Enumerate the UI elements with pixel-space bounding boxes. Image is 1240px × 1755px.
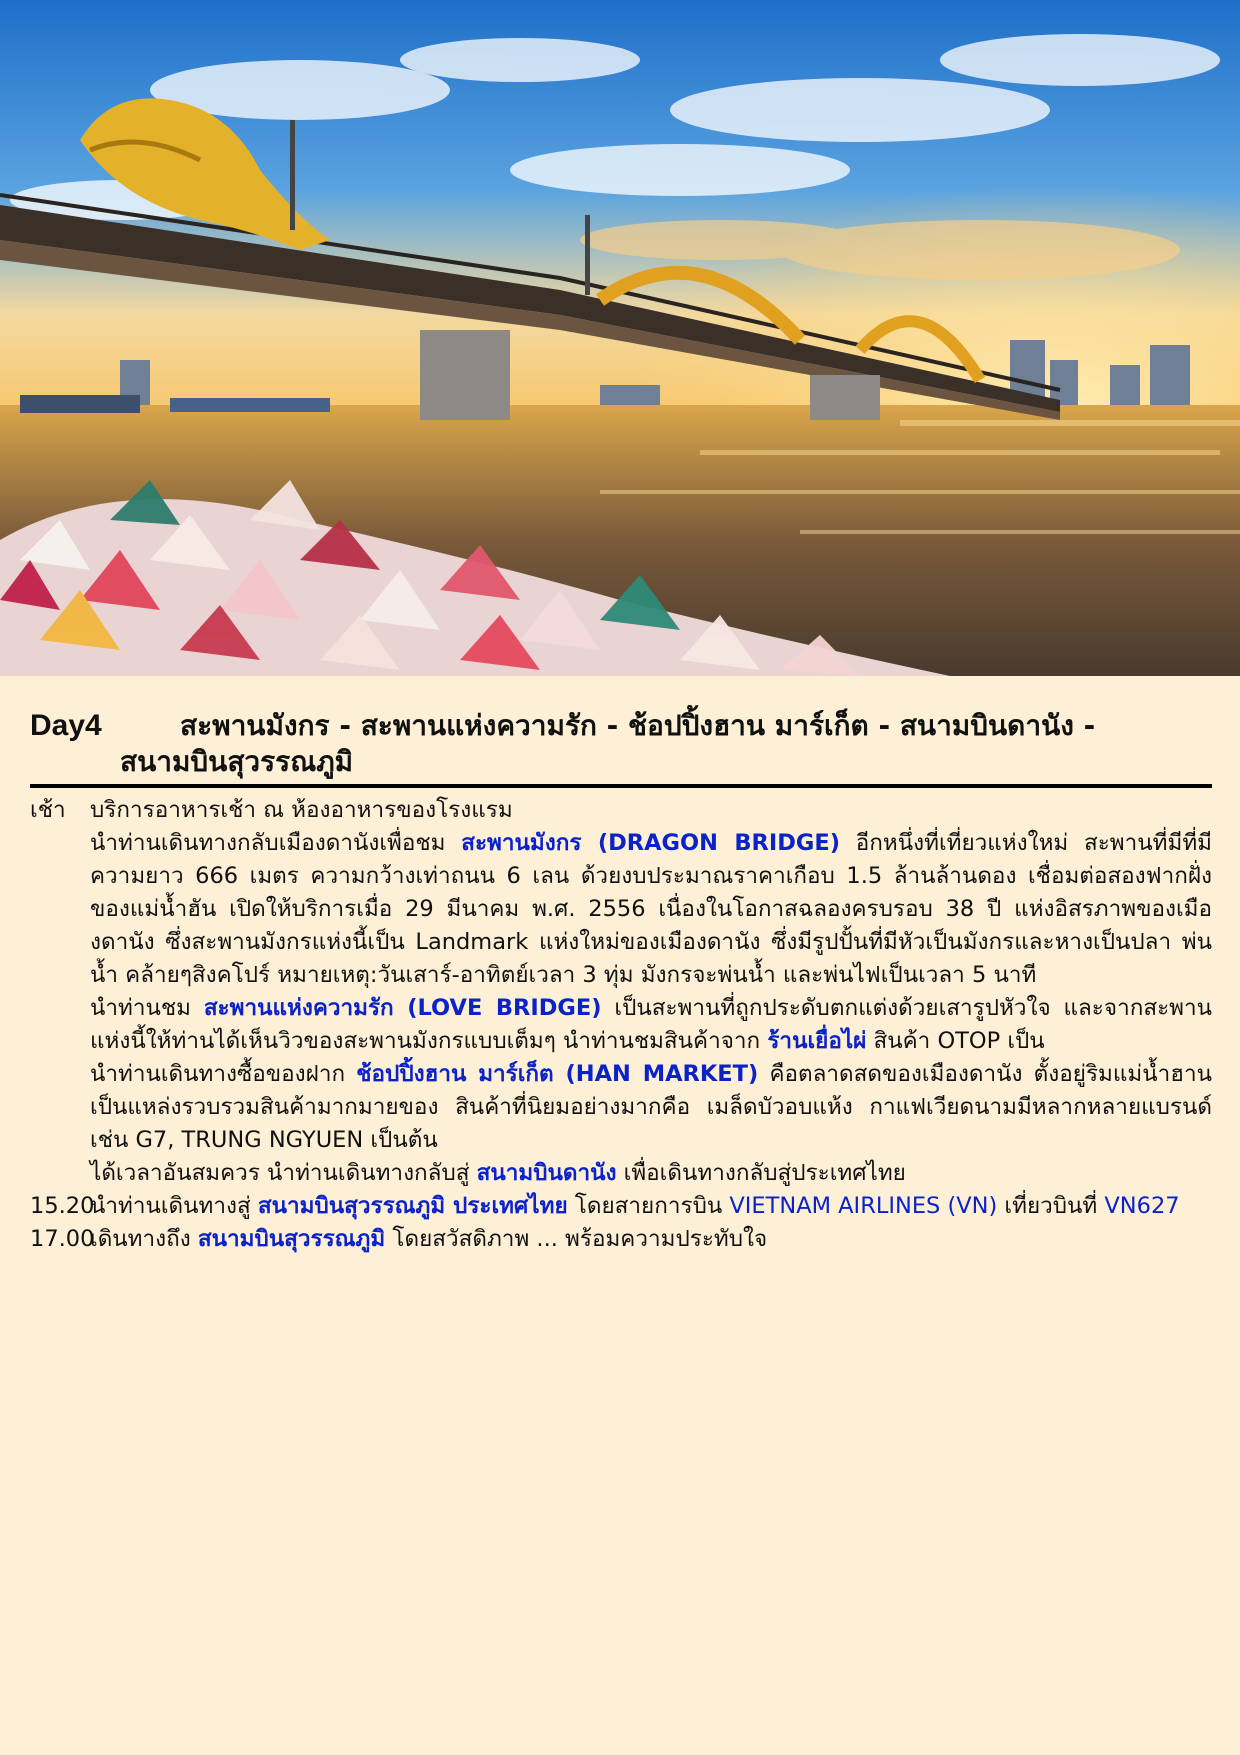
time-flight: 15.20 bbox=[30, 1193, 95, 1219]
day-title-line1: สะพานมังกร - สะพานแห่งความรัก - ช้อปปิ้งฮาน มาร์เก็ต - สนามบินดานัง - bbox=[180, 709, 1096, 742]
text: เที่ยวบินที่ bbox=[997, 1193, 1105, 1219]
day-title-line2: สนามบินสุวรรณภูมิ bbox=[120, 745, 354, 778]
suvarnabhumi-highlight: สนามบินสุวรรณภูมิ ประเทศไทย bbox=[257, 1193, 568, 1219]
love-bridge-paragraph bbox=[90, 992, 1212, 1058]
text: นำท่านเดินทางกลับเมืองดานังเพื่อชม bbox=[90, 830, 462, 856]
text: เพื่อเดินทางกลับสู่ประเทศไทย bbox=[616, 1160, 906, 1186]
text: คือตลาดสดของเมืองดานัง ตั้งอยู่ริมแม่น้ำฮาน เป็นแหล่งรวบรวมสินค้ามากมายของ สินค้าที่นิยมอย่างมากคือ เมล็ดบัวอบแห้ง กาแฟเวียดนามมีหลากหลายแบรนด์เช่น G7, TRUNG NGYUEN เป็นต้น bbox=[90, 1061, 1212, 1153]
text: สินค้า OTOP เป็น bbox=[866, 1028, 1045, 1054]
airline-name: VIETNAM AIRLINES (VN) bbox=[729, 1193, 998, 1219]
airport-paragraph bbox=[90, 1157, 1212, 1190]
arrival-airport-highlight: สนามบินสุวรรณภูมิ bbox=[197, 1226, 386, 1252]
time-arrival: 17.00 bbox=[30, 1226, 95, 1252]
love-bridge-highlight: สะพานแห่งความรัก (LOVE BRIDGE) bbox=[203, 995, 602, 1021]
text: เป็นสะพานที่ถูกประดับตกแต่งด้วยเสารูปหัวใจ และจากสะพานแห่งนี้ให้ท่านได้เห็นวิวของสะพานมังกรแบบเต็มๆ นำท่านชมสินค้าจาก bbox=[90, 995, 1212, 1054]
header-divider bbox=[30, 784, 1212, 788]
dragon-bridge-highlight: สะพานมังกร (DRAGON BRIDGE) bbox=[461, 830, 841, 856]
text: โดยสายการบิน bbox=[567, 1193, 730, 1219]
han-market-paragraph bbox=[90, 1058, 1212, 1157]
text: นำท่านเดินทางซื้อของฝาก bbox=[90, 1061, 357, 1087]
flight-number: VN627 bbox=[1104, 1193, 1180, 1219]
text: ได้เวลาอันสมควร นำท่านเดินทางกลับสู่ bbox=[90, 1160, 477, 1186]
text: นำท่านชม bbox=[90, 995, 204, 1021]
breakfast-text: บริการอาหารเช้า ณ ห้องอาหารของโรงแรม bbox=[90, 797, 513, 823]
time-morning: เช้า bbox=[30, 797, 66, 823]
text: โดยสวัสดิภาพ ... พร้อมความประทับใจ bbox=[385, 1226, 768, 1252]
schedule-arrival bbox=[30, 1223, 1212, 1256]
schedule-flight bbox=[30, 1190, 1212, 1223]
day-label: Day4 bbox=[30, 709, 102, 742]
morning-details bbox=[90, 794, 1212, 1190]
itinerary bbox=[30, 708, 1212, 1256]
day-title bbox=[120, 708, 1212, 780]
danang-airport-highlight: สนามบินดานัง bbox=[476, 1160, 617, 1186]
schedule-morning bbox=[30, 794, 1212, 1190]
flight-details bbox=[90, 1190, 1212, 1223]
arrival-details bbox=[90, 1223, 1212, 1256]
day-header bbox=[30, 708, 1212, 780]
bamboo-shop-highlight: ร้านเยื่อไผ่ bbox=[767, 1028, 867, 1054]
hero-photo bbox=[0, 0, 1240, 676]
text: นำท่านเดินทางสู่ bbox=[90, 1193, 258, 1219]
han-market-highlight: ช้อปปิ้งฮาน มาร์เก็ต (HAN MARKET) bbox=[356, 1061, 759, 1087]
flight-paragraph bbox=[90, 1190, 1212, 1223]
text: เดินทางถึง bbox=[90, 1226, 198, 1252]
arrival-paragraph bbox=[90, 1223, 1212, 1256]
dragon-bridge-illustration bbox=[0, 0, 1240, 676]
dragon-bridge-paragraph bbox=[90, 827, 1212, 992]
text: อีกหนึ่งที่เที่ยวแห่งใหม่ สะพานที่มีที่มีความยาว 666 เมตร ความกว้างเท่าถนน 6 เลน ด้วยงบประมาณราคาเกือบ 1.5 ล้านล้านดอง เชื่อมต่อสองฟากฝั่งของแม่น้ำฮัน เปิดให้บริการเมื่อ 29 มีนาคม พ.ศ. 2556 เนื่องในโอกาสฉลองครบรอบ 38 ปี แห่งอิสรภาพของเมืองดานัง ซึ่งสะพานมังกรแห่งนี้เป็น Landmark แห่งใหม่ของเมืองดานัง ซึ่งมีรูปปั้นที่มีหัวเป็นมังกรและหางเป็นปลา พ่นน้ำ คล้ายๆสิงคโปร์ หมายเหตุ:วันเสาร์-อาทิตย์เวลา 3 ทุ่ม มังกรจะพ่นน้ำ และพ่นไฟเป็นเวลา 5 นาที bbox=[90, 830, 1212, 988]
